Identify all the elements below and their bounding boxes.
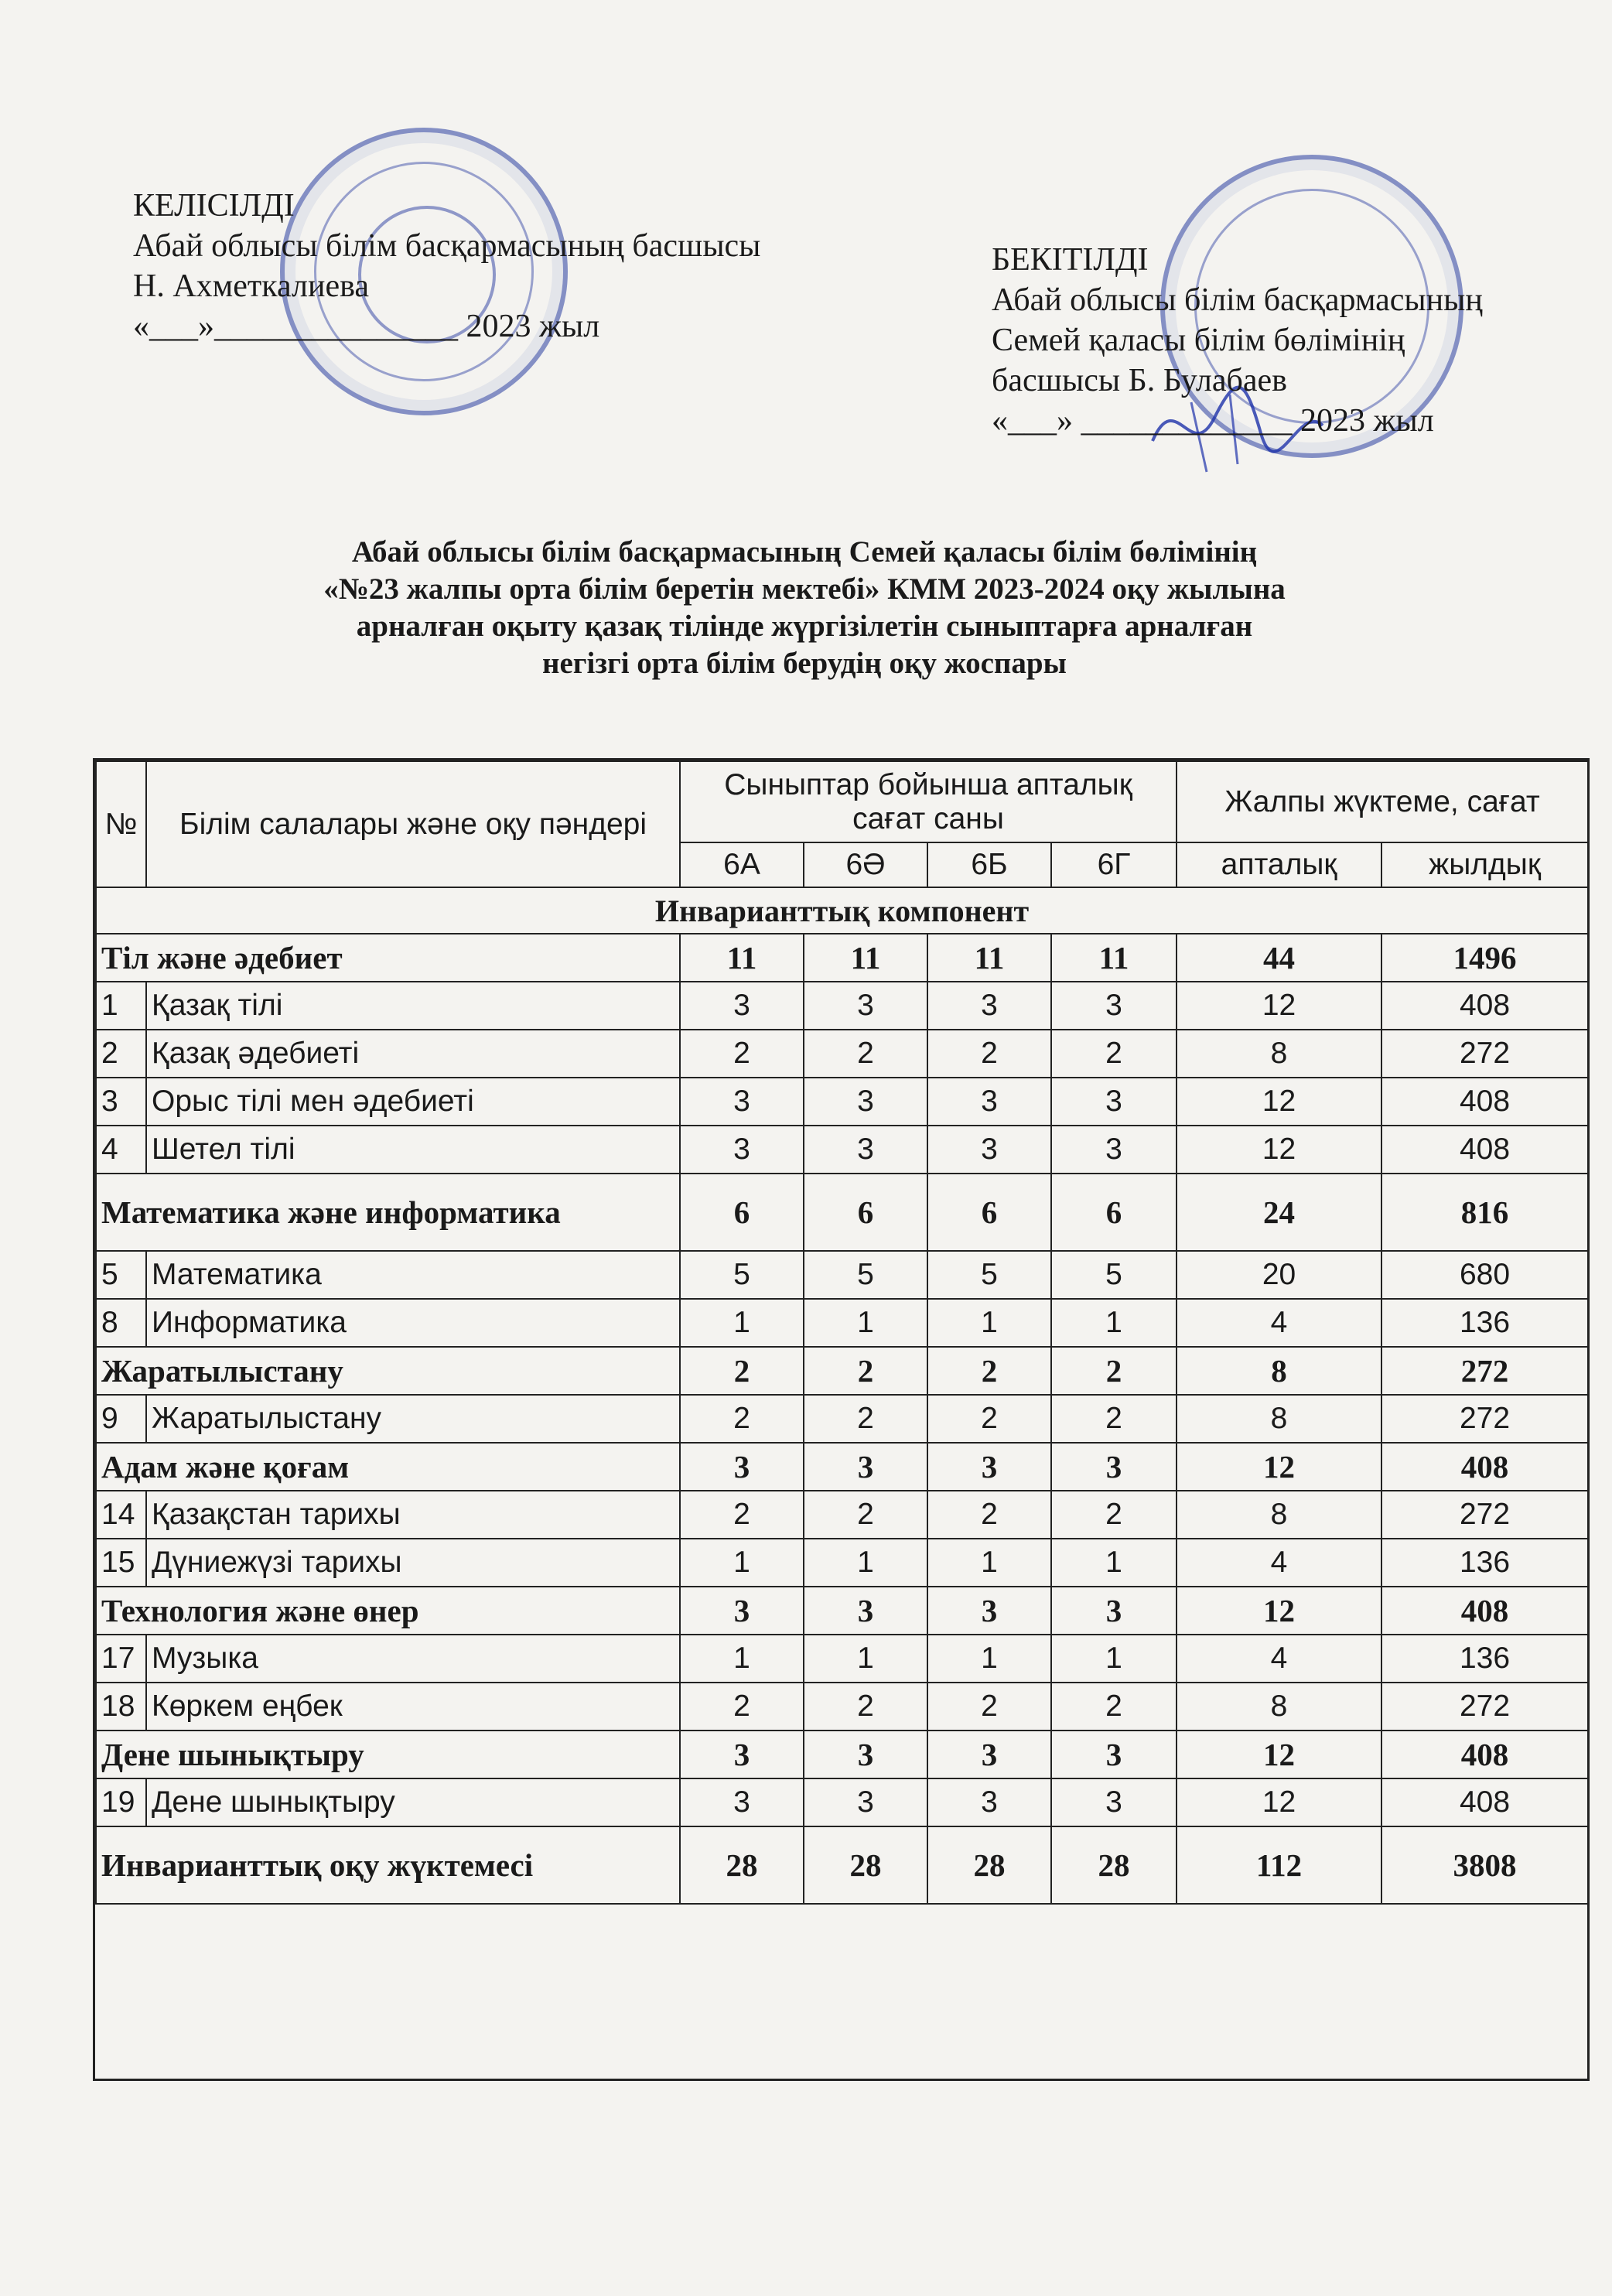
yearly-total: 816 — [1381, 1174, 1588, 1251]
weekly-total: 12 — [1177, 1731, 1381, 1778]
agreed-line-2: Н. Ахметкалиева — [133, 268, 370, 304]
header-class: 6Г — [1051, 842, 1177, 887]
class-hours: 3 — [680, 1587, 804, 1635]
class-hours: 6 — [1051, 1174, 1177, 1251]
class-hours: 3 — [804, 1731, 927, 1778]
class-hours: 2 — [927, 1683, 1051, 1731]
yearly-total: 272 — [1381, 1683, 1588, 1731]
section-row — [96, 1443, 1588, 1491]
class-hours: 2 — [804, 1347, 927, 1395]
class-hours: 6 — [680, 1174, 804, 1251]
class-hours: 3 — [804, 1778, 927, 1826]
header-yearly: жылдық — [1381, 842, 1588, 887]
yearly-total: 1496 — [1381, 934, 1588, 982]
class-hours: 6 — [804, 1174, 927, 1251]
class-hours: 3 — [927, 1731, 1051, 1778]
subject-name: Информатика — [146, 1299, 680, 1347]
class-hours: 3 — [1051, 1078, 1177, 1126]
subject-row — [96, 1539, 1588, 1587]
yearly-total: 680 — [1381, 1251, 1588, 1299]
header-total-load: Жалпы жүктеме, сағат — [1177, 761, 1588, 842]
subject-name: Көркем еңбек — [146, 1683, 680, 1731]
class-hours: 2 — [804, 1683, 927, 1731]
row-number: 8 — [96, 1299, 146, 1347]
weekly-total: 44 — [1177, 934, 1381, 982]
title-line-3: арналған оқыту қазақ тілінде жүргізілетін сыныптарға арналған — [356, 610, 1253, 643]
yearly-total: 408 — [1381, 1587, 1588, 1635]
title-line-2: «№23 жалпы орта білім беретін мектебі» КММ 2023-2024 оқу жылына — [323, 572, 1286, 606]
class-hours: 2 — [1051, 1491, 1177, 1539]
subject-row — [96, 1251, 1588, 1299]
class-hours: 1 — [927, 1635, 1051, 1683]
weekly-total: 12 — [1177, 1778, 1381, 1826]
header-class: 6Б — [927, 842, 1051, 887]
class-hours: 1 — [680, 1539, 804, 1587]
class-hours: 28 — [1051, 1826, 1177, 1904]
class-hours: 28 — [680, 1826, 804, 1904]
yearly-total: 272 — [1381, 1347, 1588, 1395]
approved-line-1: Абай облысы білім басқармасының — [992, 282, 1483, 318]
subject-row — [96, 1395, 1588, 1443]
subject-row — [96, 1778, 1588, 1826]
class-hours: 1 — [1051, 1635, 1177, 1683]
class-hours: 3 — [927, 982, 1051, 1030]
yearly-total: 136 — [1381, 1635, 1588, 1683]
class-hours: 3 — [804, 1126, 927, 1174]
section-row — [96, 1347, 1588, 1395]
class-hours: 2 — [1051, 1030, 1177, 1078]
class-hours: 3 — [927, 1078, 1051, 1126]
section-name: Математика және информатика — [96, 1174, 680, 1251]
row-number: 5 — [96, 1251, 146, 1299]
weekly-total: 112 — [1177, 1826, 1381, 1904]
yearly-total: 136 — [1381, 1539, 1588, 1587]
class-hours: 3 — [1051, 1126, 1177, 1174]
title-line-1: Абай облысы білім басқармасының Семей қаласы білім бөлімінің — [351, 535, 1258, 569]
class-hours: 2 — [680, 1395, 804, 1443]
class-hours: 3 — [680, 1126, 804, 1174]
table-header-row — [96, 761, 1588, 842]
class-hours: 11 — [927, 934, 1051, 982]
row-number: 3 — [96, 1078, 146, 1126]
yearly-total: 272 — [1381, 1395, 1588, 1443]
section-name: Дене шынықтыру — [96, 1731, 680, 1778]
yearly-total: 408 — [1381, 1731, 1588, 1778]
yearly-total: 272 — [1381, 1030, 1588, 1078]
class-hours: 3 — [680, 1078, 804, 1126]
row-number: 2 — [96, 1030, 146, 1078]
subject-row — [96, 1078, 1588, 1126]
weekly-total: 20 — [1177, 1251, 1381, 1299]
weekly-total: 8 — [1177, 1347, 1381, 1395]
row-number: 19 — [96, 1778, 146, 1826]
class-hours: 3 — [927, 1443, 1051, 1491]
class-hours: 3 — [804, 982, 927, 1030]
yearly-total: 408 — [1381, 1126, 1588, 1174]
weekly-total: 8 — [1177, 1683, 1381, 1731]
class-hours: 5 — [1051, 1251, 1177, 1299]
row-number: 4 — [96, 1126, 146, 1174]
class-hours: 1 — [680, 1635, 804, 1683]
approved-heading: БЕКІТІЛДІ — [992, 242, 1149, 278]
subject-row — [96, 1126, 1588, 1174]
subject-row — [96, 982, 1588, 1030]
subject-row — [96, 1299, 1588, 1347]
yearly-total: 3808 — [1381, 1826, 1588, 1904]
yearly-total: 272 — [1381, 1491, 1588, 1539]
section-name: Жаратылыстану — [96, 1347, 680, 1395]
class-hours: 2 — [1051, 1683, 1177, 1731]
section-row — [96, 934, 1588, 982]
class-hours: 3 — [680, 1443, 804, 1491]
weekly-total: 8 — [1177, 1395, 1381, 1443]
class-hours: 2 — [927, 1030, 1051, 1078]
weekly-total: 4 — [1177, 1299, 1381, 1347]
class-hours: 1 — [1051, 1539, 1177, 1587]
subject-name: Музыка — [146, 1635, 680, 1683]
agreed-date: «___»_______________ 2023 жыл — [133, 309, 600, 344]
header-number: № — [96, 761, 146, 887]
weekly-total: 8 — [1177, 1491, 1381, 1539]
class-hours: 2 — [804, 1395, 927, 1443]
class-hours: 3 — [1051, 1731, 1177, 1778]
section-row — [96, 1174, 1588, 1251]
class-hours: 2 — [804, 1030, 927, 1078]
weekly-total: 4 — [1177, 1539, 1381, 1587]
weekly-total: 12 — [1177, 982, 1381, 1030]
subject-name: Қазақ тілі — [146, 982, 680, 1030]
class-hours: 2 — [680, 1491, 804, 1539]
class-hours: 1 — [927, 1299, 1051, 1347]
class-hours: 3 — [927, 1126, 1051, 1174]
header-weekly-by-class: Сыныптар бойынша апталық сағат саны — [680, 761, 1177, 842]
curriculum-table — [95, 760, 1589, 1905]
agreed-block — [133, 186, 760, 347]
subject-name: Қазақ әдебиеті — [146, 1030, 680, 1078]
class-hours: 2 — [680, 1683, 804, 1731]
row-number: 15 — [96, 1539, 146, 1587]
class-hours: 28 — [804, 1826, 927, 1904]
subject-name: Дене шынықтыру — [146, 1778, 680, 1826]
weekly-total: 12 — [1177, 1078, 1381, 1126]
header-class: 6Ә — [804, 842, 927, 887]
class-hours: 2 — [680, 1030, 804, 1078]
row-number: 18 — [96, 1683, 146, 1731]
class-hours: 1 — [680, 1299, 804, 1347]
row-number: 17 — [96, 1635, 146, 1683]
header-weekly: апталық — [1177, 842, 1381, 887]
class-hours: 3 — [1051, 982, 1177, 1030]
class-hours: 3 — [804, 1078, 927, 1126]
section-name: Тіл және әдебиет — [96, 934, 680, 982]
approved-date: «___» _____________ 2023 жыл — [992, 403, 1434, 439]
class-hours: 11 — [804, 934, 927, 982]
subject-row — [96, 1683, 1588, 1731]
class-hours: 3 — [680, 1778, 804, 1826]
class-hours: 2 — [804, 1491, 927, 1539]
class-hours: 1 — [804, 1635, 927, 1683]
class-hours: 28 — [927, 1826, 1051, 1904]
subject-name: Дүниежүзі тарихы — [146, 1539, 680, 1587]
class-hours: 2 — [1051, 1347, 1177, 1395]
title-line-4: негізгі орта білім берудің оқу жоспары — [542, 647, 1067, 680]
subject-row — [96, 1030, 1588, 1078]
yearly-total: 408 — [1381, 982, 1588, 1030]
subject-row — [96, 1491, 1588, 1539]
yearly-total: 136 — [1381, 1299, 1588, 1347]
weekly-total: 24 — [1177, 1174, 1381, 1251]
class-hours: 5 — [927, 1251, 1051, 1299]
weekly-total: 12 — [1177, 1126, 1381, 1174]
class-hours: 3 — [804, 1443, 927, 1491]
yearly-total: 408 — [1381, 1078, 1588, 1126]
class-hours: 5 — [680, 1251, 804, 1299]
subject-name: Орыс тілі мен әдебиеті — [146, 1078, 680, 1126]
subject-name: Қазақстан тарихы — [146, 1491, 680, 1539]
weekly-total: 12 — [1177, 1587, 1381, 1635]
section-name: Адам және қоғам — [96, 1443, 680, 1491]
agreed-heading: КЕЛІСІЛДІ — [133, 188, 295, 224]
class-hours: 2 — [927, 1347, 1051, 1395]
weekly-total: 8 — [1177, 1030, 1381, 1078]
subject-name: Жаратылыстану — [146, 1395, 680, 1443]
row-number: 1 — [96, 982, 146, 1030]
component-title: Инварианттық компонент — [96, 887, 1588, 934]
approved-line-2: Семей қаласы білім бөлімінің — [992, 323, 1405, 358]
curriculum-table-frame — [93, 758, 1590, 2081]
class-hours: 11 — [1051, 934, 1177, 982]
section-name: Технология және өнер — [96, 1587, 680, 1635]
header-subject: Білім салалары және оқу пәндері — [146, 761, 680, 887]
subject-row — [96, 1635, 1588, 1683]
class-hours: 1 — [1051, 1299, 1177, 1347]
class-hours: 3 — [804, 1587, 927, 1635]
yearly-total: 408 — [1381, 1443, 1588, 1491]
approved-block — [992, 240, 1483, 441]
section-row — [96, 1826, 1588, 1904]
class-hours: 1 — [804, 1539, 927, 1587]
row-number: 14 — [96, 1491, 146, 1539]
approved-line-3: басшысы Б. Булабаев — [992, 363, 1287, 398]
class-hours: 2 — [927, 1491, 1051, 1539]
component-row — [96, 887, 1588, 934]
weekly-total: 12 — [1177, 1443, 1381, 1491]
document-title — [93, 534, 1516, 682]
class-hours: 11 — [680, 934, 804, 982]
weekly-total: 4 — [1177, 1635, 1381, 1683]
class-hours: 1 — [927, 1539, 1051, 1587]
subject-name: Математика — [146, 1251, 680, 1299]
row-number: 9 — [96, 1395, 146, 1443]
section-row — [96, 1587, 1588, 1635]
section-row — [96, 1731, 1588, 1778]
yearly-total: 408 — [1381, 1778, 1588, 1826]
class-hours: 3 — [1051, 1778, 1177, 1826]
class-hours: 2 — [927, 1395, 1051, 1443]
class-hours: 3 — [927, 1778, 1051, 1826]
class-hours: 3 — [680, 982, 804, 1030]
subject-name: Шетел тілі — [146, 1126, 680, 1174]
section-name: Инварианттық оқу жүктемесі — [96, 1826, 680, 1904]
agreed-line-1: Абай облысы білім басқармасының басшысы — [133, 228, 761, 264]
class-hours: 3 — [927, 1587, 1051, 1635]
header-class: 6А — [680, 842, 804, 887]
class-hours: 6 — [927, 1174, 1051, 1251]
class-hours: 5 — [804, 1251, 927, 1299]
class-hours: 3 — [1051, 1587, 1177, 1635]
class-hours: 2 — [1051, 1395, 1177, 1443]
class-hours: 2 — [680, 1347, 804, 1395]
class-hours: 1 — [804, 1299, 927, 1347]
class-hours: 3 — [680, 1731, 804, 1778]
class-hours: 3 — [1051, 1443, 1177, 1491]
